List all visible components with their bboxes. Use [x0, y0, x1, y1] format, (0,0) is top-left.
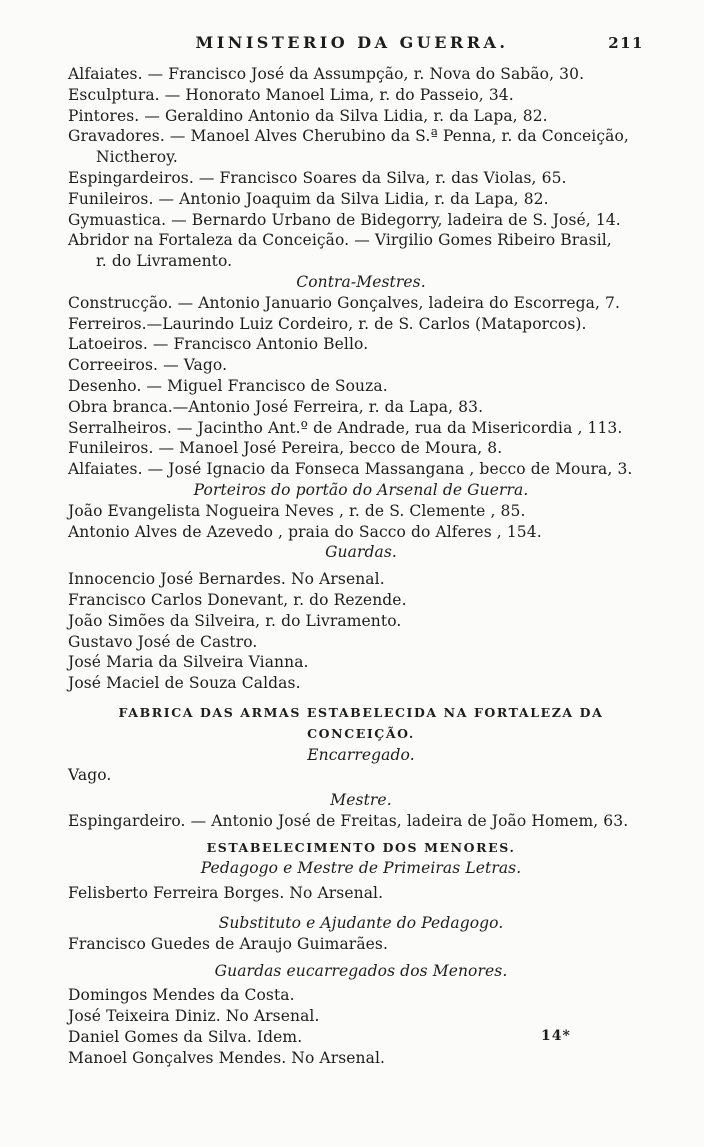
directory-entry: Alfaiates. — José Ignacio da Fonseca Massangana , becco de Moura, 3.: [68, 460, 633, 479]
directory-entry: Correeiros. — Vago.: [68, 356, 228, 375]
subsection-heading: Guardas.: [325, 543, 397, 562]
directory-entry: Funileiros. — Manoel José Pereira, becco de Moura, 8.: [68, 439, 503, 458]
directory-entry: Felisberto Ferreira Borges. No Arsenal.: [68, 884, 384, 903]
directory-entry: Serralheiros. — Jacintho Ant.º de Andrade, rua da Misericordia , 113.: [68, 418, 623, 437]
directory-entry: Obra branca.—Antonio José Ferreira, r. da Lapa, 83.: [68, 397, 484, 416]
directory-entry: Funileiros. — Antonio Joaquim da Silva Lidia, r. da Lapa, 82.: [68, 189, 549, 208]
directory-entry: Manoel Gonçalves Mendes. No Arsenal.: [68, 1048, 386, 1067]
subsection-heading: Encarregado.: [307, 745, 415, 764]
directory-entry: José Maciel de Souza Caldas.: [68, 674, 301, 693]
directory-entry: Francisco Carlos Donevant, r. do Rezende.: [68, 590, 407, 609]
directory-entry: Desenho. — Miguel Francisco de Souza.: [68, 376, 388, 395]
directory-entry: Esculptura. — Honorato Manoel Lima, r. do Passeio, 34.: [68, 85, 514, 104]
directory-entry: Gustavo José de Castro.: [68, 632, 258, 651]
directory-entry: Ferreiros.—Laurindo Luiz Cordeiro, r. de S. Carlos (Mataporcos).: [68, 314, 587, 333]
subsection-heading: Mestre.: [330, 791, 392, 810]
directory-entry-continuation: Nictheroy.: [96, 148, 178, 167]
subsection-heading: Substituto e Ajudante do Pedagogo.: [218, 914, 504, 933]
directory-entry: Espingardeiros. — Francisco Soares da Silva, r. das Violas, 65.: [68, 168, 567, 187]
subsection-heading: Contra-Mestres.: [296, 272, 426, 291]
directory-entry: Daniel Gomes da Silva. Idem.: [68, 1028, 303, 1047]
directory-entry: Construcção. — Antonio Januario Gonçalves, ladeira do Escorrega, 7.: [68, 293, 621, 312]
directory-entry: Domingos Mendes da Costa.: [68, 986, 295, 1005]
directory-entry: Abridor na Fortaleza da Conceição. — Virgilio Gomes Ribeiro Brasil,: [68, 231, 612, 250]
page-header: [0, 0, 704, 55]
signature-mark: 14*: [541, 1028, 571, 1044]
page-number: 211: [608, 34, 644, 52]
directory-entry: Innocencio José Bernardes. No Arsenal.: [68, 570, 385, 589]
directory-entry: Latoeiros. — Francisco Antonio Bello.: [68, 335, 369, 354]
directory-entry: Gravadores. — Manoel Alves Cherubino da S.ª Penna, r. da Conceição,: [68, 127, 629, 146]
directory-entry-continuation: r. do Livramento.: [96, 252, 233, 271]
directory-entry: Francisco Guedes de Araujo Guimarães.: [68, 934, 389, 953]
directory-entry: José Teixeira Diniz. No Arsenal.: [68, 1007, 320, 1026]
directory-entry: Pintores. — Geraldino Antonio da Silva Lidia, r. da Lapa, 82.: [68, 106, 548, 125]
page-body: [0, 55, 704, 1069]
directory-entry: Espingardeiro. — Antonio José de Freitas, ladeira de João Homem, 63.: [68, 811, 629, 830]
subsection-heading: Pedagogo e Mestre de Primeiras Letras.: [200, 859, 522, 878]
directory-entry: João Evangelista Nogueira Neves , r. de S. Clemente , 85.: [68, 501, 526, 520]
directory-entry: José Maria da Silveira Vianna.: [68, 653, 309, 672]
section-heading: FABRICA DAS ARMAS ESTABELECIDA NA FORTALEZA DA CONCEIÇÃO.: [118, 704, 604, 741]
directory-entry: Antonio Alves de Azevedo , praia do Sacco do Alferes , 154.: [68, 522, 542, 541]
subsection-heading: Porteiros do portão do Arsenal de Guerra.: [193, 480, 529, 499]
directory-entry: Alfaiates. — Francisco José da Assumpção, r. Nova do Sabão, 30.: [68, 65, 585, 83]
directory-entry: Vago.: [68, 766, 112, 785]
directory-entry: João Simões da Silveira, r. do Livramento.: [68, 611, 402, 630]
subsection-heading: Guardas eucarregados dos Menores.: [214, 961, 508, 980]
section-heading: ESTABELECIMENTO DOS MENORES.: [206, 839, 516, 855]
directory-entry: Gymuastica. — Bernardo Urbano de Bidegorry, ladeira de S. José, 14.: [68, 210, 621, 229]
running-title: MINISTERIO DA GUERRA.: [195, 33, 509, 52]
